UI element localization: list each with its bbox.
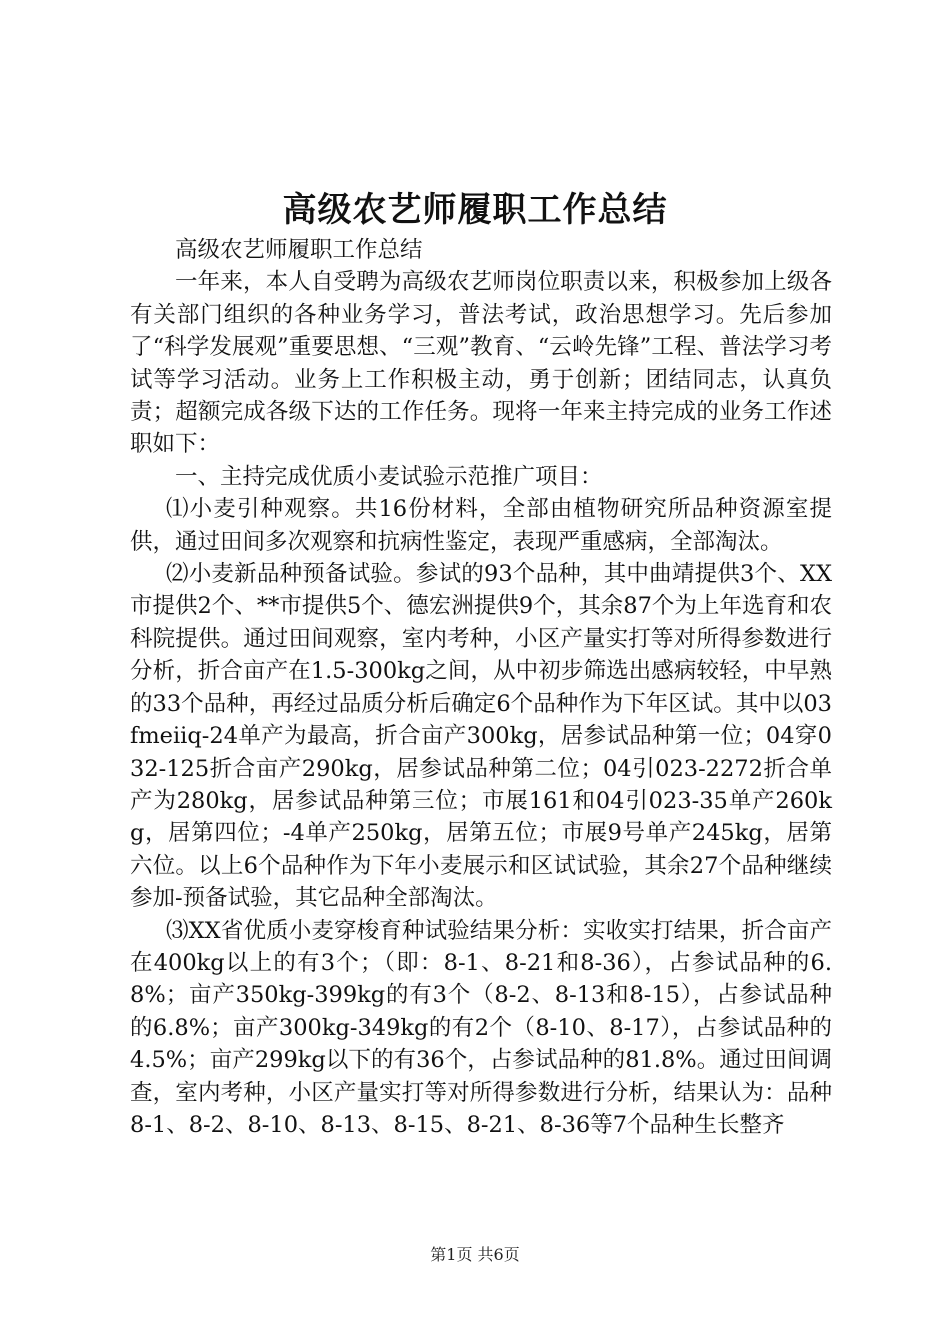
paragraph-intro: 一年来，本人自受聘为高级农艺师岗位职责以来，积极参加上级各有关部门组织的各种业务学习，普法考试，政治思想学习。先后参加了“科学发展观”重要思想、“三观”教育、“云岭先锋”工程、普法学习考试等学习活动。业务上工作积极主动，勇于创新；团结同志，认真负责；超额完成各级下达的工作任务。现将一年来主持完成的业务工作述职如下： <box>130 269 832 458</box>
paragraph-item-1: ⑴小麦引种观察。共16份材料，全部由植物研究所品种资源室提供，通过田间多次观察和抗病性鉴定，表现严重感病，全部淘汰。 <box>130 496 832 555</box>
document-body <box>130 234 832 1141</box>
paragraph-item-3: ⑶XX省优质小麦穿梭育种试验结果分析：实收实打结果，折合亩产在400kg以上的有3个；（即：8-1、8-21和8-36），占参试品种的6.8%；亩产350kg-399kg的有3个（8-2、8-13和8-15），占参试品种的6.8%；亩产300kg-349kg的有2个（8-10、8-17），占参试品种的4.5%；亩产299kg以下的有36个，占参试品种的81.8%。通过田间调查，室内考种，小区产量实打等对所得参数进行分析，结果认为：品种8-1、8-2、8-10、8-13、8-15、8-21、8-36等7个品种生长整齐 <box>130 917 832 1138</box>
paragraph-item-2: ⑵小麦新品种预备试验。参试的93个品种，其中曲靖提供3个、XX市提供2个、**市提供5个、德宏洲提供9个，其余87个为上年选育和农科院提供。通过田间观察，室内考种，小区产量实打等对所得参数进行分析，折合亩产在1.5-300kg之间，从中初步筛选出感病较轻，中早熟的33个品种，再经过品质分析后确定6个品种作为下年区试。其中以03fmeiiq-24单产为最高，折合亩产300kg，居参试品种第一位；04穿032-125折合亩产290kg，居参试品种第二位；04引023-2272折合单产为280kg，居参试品种第三位；市展161和04引023-35单产260kg，居第四位；-4单产250kg，居第五位；市展9号单产245kg，居第六位。以上6个品种作为下年小麦展示和区试试验，其余27个品种继续参加-预备试验，其它品种全部淘汰。 <box>130 561 832 912</box>
section-heading-1: 一、主持完成优质小麦试验示范推广项目： <box>175 463 603 490</box>
paragraph-subtitle: 高级农艺师履职工作总结 <box>175 237 423 263</box>
document-title: 高级农艺师履职工作总结 <box>282 190 668 230</box>
page-footer: 第1页 共6页 <box>430 1245 520 1264</box>
